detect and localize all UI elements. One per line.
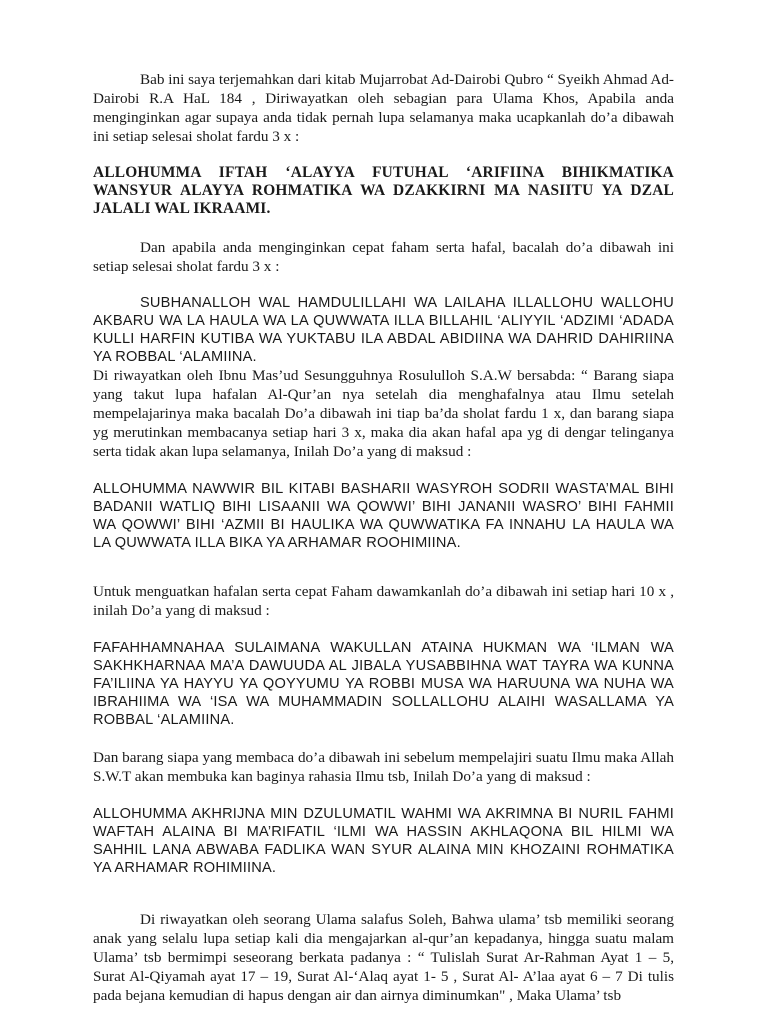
prayer-text-2: SUBHANALLOH WAL HAMDULILLAHI WA LAILAHA ILLALLOHU WALLOHU AKBARU WA LA HAULA WA LA QUWWATA ILLA BILLAHIL ‘ALIYYIL ‘ADZIMI ‘ADADA KULLI HARFIN KUTIBA WA YUKTABU ILA ABDAL ABIDIINA WA DAHRID DAHIRIINA YA ROBBAL ‘ALAMIINA.	[93, 295, 674, 365]
paragraph-intro: Bab ini saya terjemahkan dari kitab Mujarrobat Ad-Dairobi Qubro “ Syeikh Ahmad Ad-Dairobi R.A HaL 184 , Diriwayatkan oleh sebagian para Ulama Khos, Apabila anda menginginkan agar supaya anda tidak pernah lupa selamanya maka ucapkanlah do’a dibawah ini setiap selesai sholat fardu 3 x :	[93, 71, 674, 145]
prayer-text-5: ALLOHUMMA AKHRIJNA MIN DZULUMATIL WAHMI WA AKRIMNA BI NURIL FAHMI WAFTAH ALAINA BI MA’RIFATIL ‘ILMI WA HASSIN AKHLAQONA BIL HILMI WA SAHHIL LANA ABWABA FADLIKA WAN SYUR ALAINA MIN KHOZAINI ROHMATIKA YA ARHAMAR ROHIMIINA.	[93, 806, 674, 876]
prayer-text-4: FAFAHHAMNAHAA SULAIMANA WAKULLAN ATAINA HUKMAN WA ‘ILMAN WA SAKHKHARNAA MA’A DAWUUDA AL JIBALA YUSABBIHNA WAT TAYRA WA KUNNA FA’ILIINA YA HAYYU YA QOYYUMU YA ROBBI MUSA WA HARUUNA WA NUHA WA IBRAHIIMA WA ‘ISA WA MUHAMMADIN SOLLALLOHU ALAIHI WASALLAMA YA ROBBAL ‘ALAMIINA.	[93, 640, 674, 728]
paragraph-6: Di riwayatkan oleh seorang Ulama salafus Soleh, Bahwa ulama’ tsb memiliki seorang anak yang selalu lupa setiap kali dia mengajarkan al-qur’an kepadanya, hingga suatu malam Ulama’ tsb bermimpi seseorang berkata padanya : “ Tulislah Surat Ar-Rahman Ayat 1 – 5, Surat Al-Qiyamah ayat 17 – 19, Surat Al-‘Alaq ayat 1- 5 , Surat Al- A’laa ayat 6 – 7 Di tulis pada bejana kemudian di hapus dengan air dan airnya diminumkan" , Maka Ulama’ tsb	[93, 911, 674, 1004]
paragraph-4: Untuk menguatkan hafalan serta cepat Faham dawamkanlah do’a dibawah ini setiap hari 10 x , inilah Do’a yang di maksud :	[93, 583, 674, 619]
paragraph-2: Dan apabila anda menginginkan cepat faham serta hafal, bacalah do’a dibawah ini setiap selesai sholat fardu 3 x :	[93, 239, 674, 275]
prayer-text-1: ALLOHUMMA IFTAH ‘ALAYYA FUTUHAL ‘ARIFIINA BIHIKMATIKA WANSYUR ALAYYA ROHMATIKA WA DZAKKIRNI MA NASIITU YA DZAL JALALI WAL IKRAAMI.	[93, 164, 674, 217]
paragraph-5: Dan barang siapa yang membaca do’a dibawah ini sebelum mempelajiri suatu Ilmu maka Allah S.W.T akan membuka kan baginya rahasia Ilmu tsb, Inilah Do’a yang di maksud :	[93, 749, 674, 785]
paragraph-3: Di riwayatkan oleh Ibnu Mas’ud Sesungguhnya Rosululloh S.A.W bersabda: “ Barang siapa yang takut lupa hafalan Al-Qur’an nya setelah dia menghafalnya atau Ilmu setelah mempelajarinya maka bacalah Do’a dibawah ini tiap ba’da sholat fardu 1 x, dan barang siapa yg merutinkan membacanya setiap hari 3 x, maka dia akan hafal apa yg di dengar telinganya serta tidak akan lupa selamanya, Inilah Do’a yang di maksud :	[93, 367, 674, 460]
document-page	[93, 70, 674, 1005]
prayer-text-3: ALLOHUMMA NAWWIR BIL KITABI BASHARII WASYROH SODRII WASTA’MAL BIHI BADANII WATLIQ BIHI LISAANII WA QOWWI’ BIHI JANANII WASRO’ BIHI FAHMII WA QOWWI’ BIHI ‘AZMII BI HAULIKA WA QUWWATIKA FA INNAHU LA HAULA WA LA QUWWATA ILLA BIKA YA ARHAMAR ROOHIMIINA.	[93, 481, 674, 551]
